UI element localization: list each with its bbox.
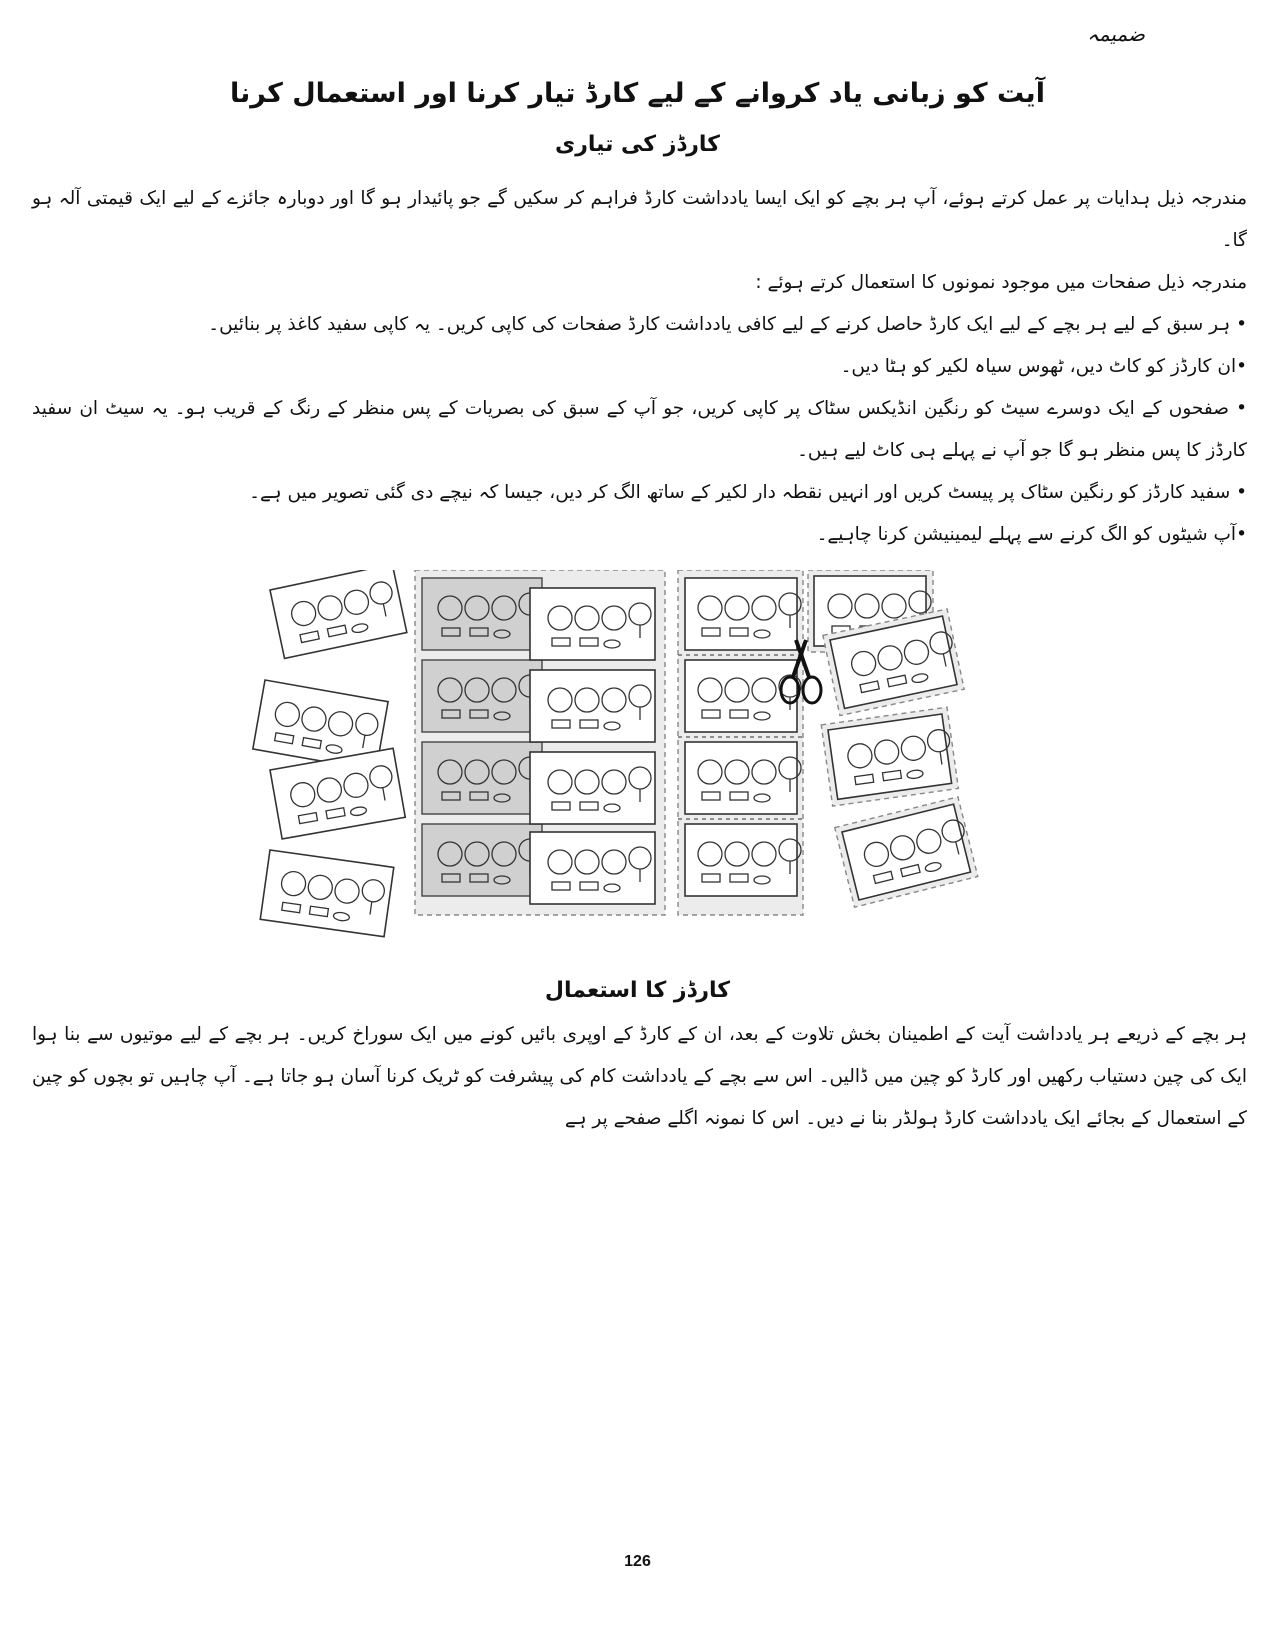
bullet-item: •ان کارڈز کو کاٹ دیں، ٹھوس سیاہ لکیر کو ہٹا دیں۔ bbox=[840, 356, 1247, 377]
separated-card bbox=[821, 707, 958, 806]
loose-card bbox=[260, 850, 394, 937]
grey-card bbox=[422, 824, 542, 896]
stock-card bbox=[685, 742, 801, 814]
intro-paragraph-2: مندرجہ ذیل صفحات میں موجود نمونوں کا استعمال کرتے ہوئے : bbox=[755, 272, 1247, 293]
white-card bbox=[530, 588, 655, 660]
preparation-text bbox=[32, 178, 1247, 556]
grey-card bbox=[422, 742, 542, 814]
section-heading-usage: کارڈز کا استعمال bbox=[544, 978, 731, 1003]
appendix-tag: ضمیمہ bbox=[1087, 22, 1145, 46]
stock-card bbox=[685, 578, 801, 650]
bullet-item: • ہر سبق کے لیے ہر بچے کے لیے ایک کارڈ حاصل کرنے کے لیے کافی یادداشت کارڈ صفحات کی کاپی کریں۔ یہ کاپی سفید کاغذ پر بنائیں۔ bbox=[208, 314, 1247, 335]
stock-card bbox=[685, 824, 801, 896]
loose-card bbox=[270, 570, 407, 658]
white-card bbox=[530, 832, 655, 904]
intro-paragraph: مندرجہ ذیل ہدایات پر عمل کرتے ہوئے، آپ ہر بچے کو ایک ایسا یادداشت کارڈ فراہم کر سکیں گے جو پائیدار ہو گا اور دوبارہ جائزے کے لیے ایک قیمتی آلہ ہو گا۔ bbox=[32, 188, 1247, 251]
card-cutting-illustration bbox=[230, 570, 990, 950]
section-heading-preparation: کارڈز کی تیاری bbox=[555, 132, 720, 157]
bullet-item: • صفحوں کے ایک دوسرے سیٹ کو رنگین انڈیکس سٹاک پر کاپی کریں، جو آپ کے سبق کی بصریات کے پس منظر کے رنگ کے قریب ہو۔ یہ سیٹ ان سفید کارڈز کا پس منظر ہو گا جو آپ نے پہلے ہی کاٹ لیے ہیں۔ bbox=[32, 398, 1247, 461]
usage-paragraph: ہر بچے کے ذریعے ہر یادداشت آیت کے اطمینان بخش تلاوت کے بعد، ان کے کارڈ کے اوپری بائیں کونے میں ایک سوراخ کریں۔ ہر بچے کے لیے موتیوں سے بنا ہوا ایک کی چین دستیاب رکھیں اور کارڈ کو چین میں ڈالیں۔ اس سے بچے کے یادداشت کام کی پیشرفت کو ٹریک کرنا آسان ہو جاتا ہے۔ آپ چاہیں تو بچوں کو چین کے استعمال کے بجائے ایک یادداشت کارڈ ہولڈر بنا نے دیں۔ اس کا نمونہ اگلے صفحے پر ہے bbox=[32, 1024, 1247, 1129]
loose-card bbox=[270, 748, 405, 839]
page-title: آیت کو زبانی یاد کروانے کے لیے کارڈ تیار کرنا اور استعمال کرنا bbox=[230, 78, 1045, 109]
bullet-item: • سفید کارڈز کو رنگین سٹاک پر پیسٹ کریں اور انہیں نقطہ دار لکیر کے ساتھ الگ کر دیں، جیسا کہ نیچے دی گئی تصویر میں ہے۔ bbox=[249, 482, 1247, 503]
separated-card bbox=[835, 797, 978, 907]
page-number: 126 bbox=[624, 1553, 651, 1570]
grey-card bbox=[422, 660, 542, 732]
usage-text bbox=[32, 1014, 1247, 1140]
white-card bbox=[530, 752, 655, 824]
bullet-item: •آپ شیٹوں کو الگ کرنے سے پہلے لیمینیشن کرنا چاہیے۔ bbox=[816, 524, 1247, 545]
stock-card bbox=[685, 660, 801, 732]
white-card bbox=[530, 670, 655, 742]
grey-card bbox=[422, 578, 542, 650]
